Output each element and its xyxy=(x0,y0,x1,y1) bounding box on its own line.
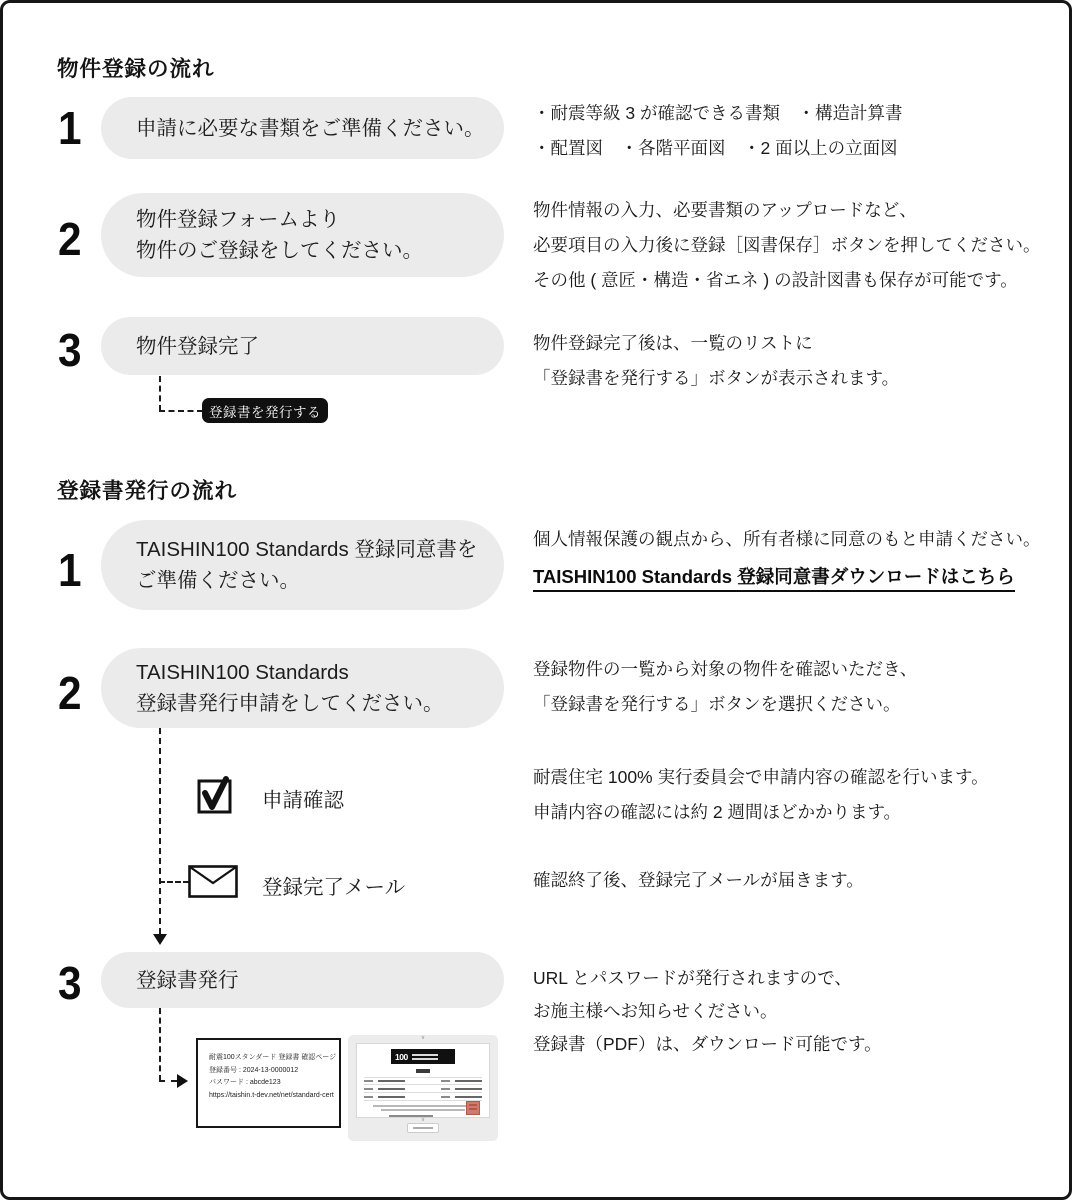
s1-step2-bubble-line2: 物件のご登録をしてください。 xyxy=(136,239,423,262)
s2-step3-bubble xyxy=(101,952,504,1008)
s1-step3-description xyxy=(533,326,899,396)
checkbox-checked-icon xyxy=(196,776,234,814)
red-seal-stamp xyxy=(466,1101,480,1115)
s2-step3-desc-line2: お施主様へお知らせください。 xyxy=(533,1001,778,1021)
s2-step1-bubble-line1: TAISHIN100 Standards 登録同意書を xyxy=(136,538,478,561)
s2-step1-number: 1 xyxy=(58,544,81,596)
banner-text-placeholder xyxy=(412,1054,438,1060)
s1-step2-desc-line1: 物件情報の入力、必要書類のアップロードなど、 xyxy=(533,200,917,220)
taishin100-logo: 100 xyxy=(395,1051,408,1062)
certificate-download-button-placeholder xyxy=(407,1123,439,1133)
card-url: https://taishin.t-dev.net/net/standard-cert xyxy=(209,1091,334,1099)
s1-step3-desc-line1: 物件登録完了後は、一覧のリストに xyxy=(533,333,813,353)
s2-step2-number: 2 xyxy=(58,667,81,719)
certificate-table-row xyxy=(364,1093,482,1101)
down-arrow-icon xyxy=(153,934,167,945)
s1-step3-number: 3 xyxy=(58,324,81,376)
s1-step1-number: 1 xyxy=(58,102,81,154)
mail-desc-line1: 確認終了後、登録完了メールが届きます。 xyxy=(533,870,864,890)
s1-step2-bubble-line1: 物件登録フォームより xyxy=(136,208,340,231)
s2-connector-vertical-dash xyxy=(159,728,161,934)
certificate-title-placeholder xyxy=(416,1069,430,1073)
card-connector-horizontal-dash xyxy=(159,1080,177,1082)
card-password: パスワード : abcde123 xyxy=(209,1079,281,1086)
s1-step2-desc-line2: 必要項目の入力後に登録［図書保存］ボタンを押してください。 xyxy=(533,235,1041,255)
s1-step1-bubble xyxy=(101,97,504,159)
s2-step1-bubble-line2: ご準備ください。 xyxy=(136,569,300,592)
s2-step1-bubble xyxy=(101,520,504,610)
certificate-sheet xyxy=(356,1043,490,1118)
s2-step3-description xyxy=(533,962,882,1061)
s2-step2-desc-line1: 登録物件の一覧から対象の物件を確認いただき、 xyxy=(533,659,918,679)
confirm-label: 申請確認 xyxy=(262,789,344,812)
certificate-table xyxy=(364,1077,482,1101)
mail-description xyxy=(533,863,864,898)
section1-title: 物件登録の流れ xyxy=(57,57,215,81)
chevron-down-icon: ∨ xyxy=(420,1035,426,1041)
s1-step1-bubble-text: 申請に必要な書類をご準備ください。 xyxy=(136,116,485,140)
s1-step3-desc-line2: 「登録書を発行する」ボタンが表示されます。 xyxy=(533,368,900,388)
s2-step2-bubble-line2: 登録書発行申請をしてください。 xyxy=(136,692,444,715)
mail-label: 登録完了メール xyxy=(262,876,406,899)
issue-certificate-button[interactable]: 登録書を発行する xyxy=(202,398,328,423)
confirm-desc-line2: 申請内容の確認には約 2 週間ほどかかります。 xyxy=(533,802,902,822)
chevron-down-icon: ∨ xyxy=(420,1117,426,1123)
certificate-signature-placeholder xyxy=(389,1115,433,1117)
card-connector-vertical-dash xyxy=(159,1008,161,1081)
s1-step3-bubble-text: 物件登録完了 xyxy=(136,334,259,358)
s1-step1-description xyxy=(533,96,902,166)
confirm-desc-line1: 耐震住宅 100% 実行委員会で申請内容の確認を行います。 xyxy=(533,767,989,787)
s1-step2-bubble xyxy=(101,193,504,277)
s1-step1-desc-line2: ・配置図 ・各階平面図 ・2 面以上の立面図 xyxy=(533,138,898,158)
card-title: 耐震100スタンダード 登録書 確認ページ xyxy=(209,1054,337,1061)
right-arrow-icon xyxy=(177,1074,188,1088)
envelope-icon xyxy=(188,865,238,898)
certificate-fineprint-placeholder xyxy=(373,1105,473,1107)
s1-step3-bubble xyxy=(101,317,504,375)
s1-connector-horizontal-dash xyxy=(159,410,203,412)
s2-step3-bubble-text: 登録書発行 xyxy=(136,968,239,992)
section2-title: 登録書発行の流れ xyxy=(57,479,238,503)
s2-step2-desc-line2: 「登録書を発行する」ボタンを選択ください。 xyxy=(533,694,901,714)
s1-step2-desc-line3: その他 ( 意匠・構造・省エネ ) の設計図書も保存が可能です。 xyxy=(533,270,1018,290)
certificate-preview xyxy=(348,1035,498,1141)
s2-step2-bubble-line1: TAISHIN100 Standards xyxy=(136,661,349,684)
s2-step3-desc-line1: URL とパスワードが発行されますので、 xyxy=(533,968,852,988)
s1-step2-description xyxy=(533,193,1041,298)
s2-step1-desc-line1: 個人情報保護の観点から、所有者様に同意のもと申請ください。 xyxy=(533,529,1041,549)
s2-step3-desc-line3: 登録書（PDF）は、ダウンロード可能です。 xyxy=(533,1034,882,1054)
mail-connector-dash xyxy=(159,881,189,883)
s2-step3-number: 3 xyxy=(58,957,81,1009)
card-registration-number: 登録番号 : 2024-13-0000012 xyxy=(209,1066,299,1074)
s1-step1-desc-line1: ・耐震等級 3 が確認できる書類 ・構造計算書 xyxy=(533,103,903,123)
certificate-banner xyxy=(391,1049,455,1064)
consent-form-download-link[interactable]: TAISHIN100 Standards 登録同意書ダウンロードはこちら xyxy=(533,563,1015,592)
s2-step2-description xyxy=(533,652,917,722)
confirm-description xyxy=(533,760,989,830)
s2-step1-description xyxy=(533,522,1041,557)
confirmation-page-card xyxy=(196,1038,341,1128)
certificate-fineprint-placeholder xyxy=(381,1109,465,1111)
certificate-table-row xyxy=(364,1077,482,1085)
s1-connector-vertical-dash xyxy=(159,376,161,411)
certificate-table-row xyxy=(364,1085,482,1093)
s1-step2-number: 2 xyxy=(58,213,81,265)
s2-step2-bubble xyxy=(101,648,504,728)
